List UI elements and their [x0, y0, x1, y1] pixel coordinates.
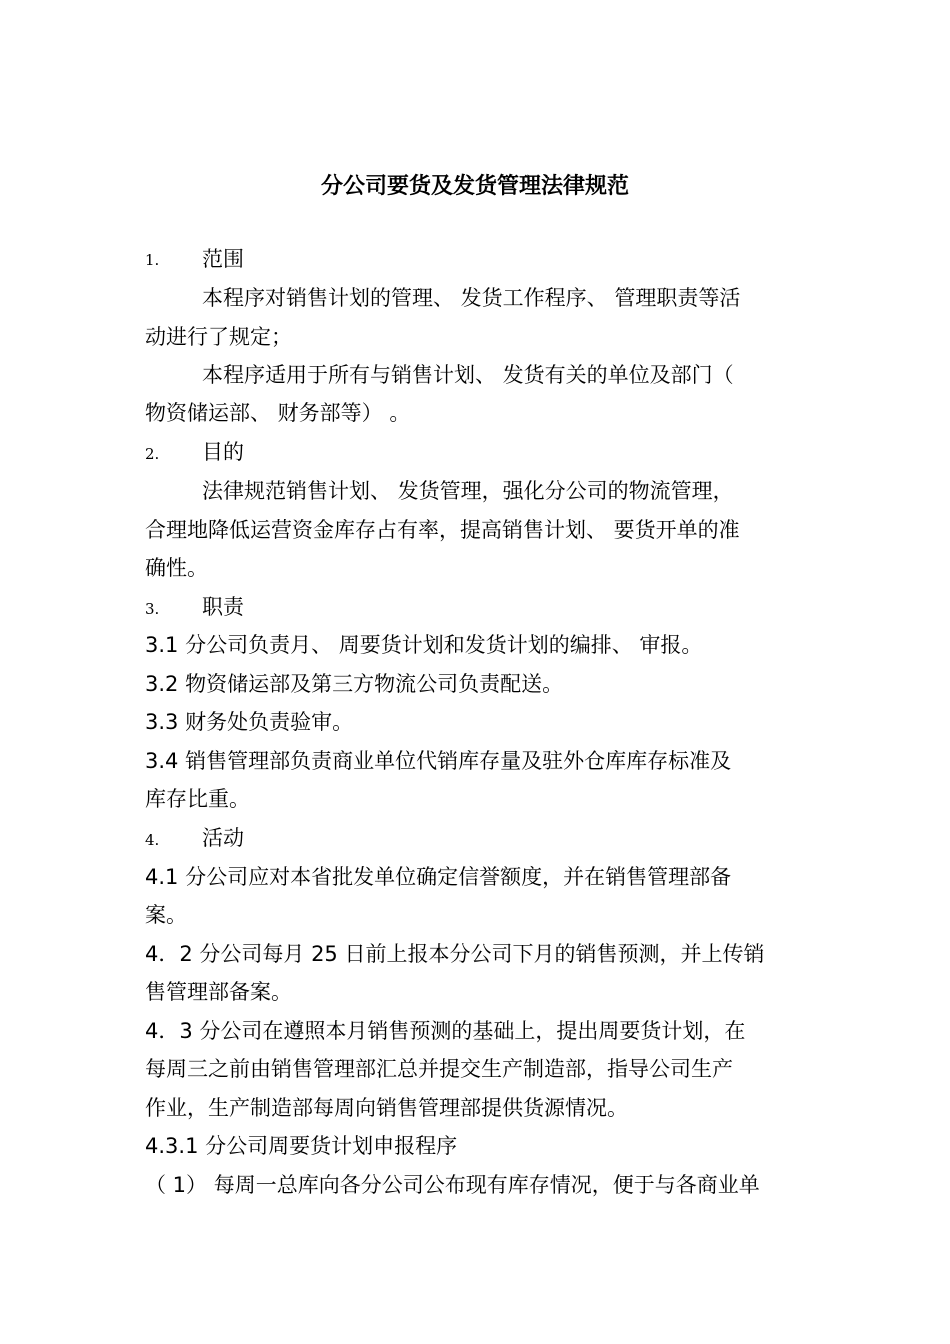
clause-4-2-cont: 售管理部备案。	[145, 980, 292, 1004]
clause-4-2: 4．2 分公司每月 25 日前上报本分公司下月的销售预测，并上传销	[145, 942, 765, 966]
paragraph-line: 确性。	[145, 556, 208, 580]
section-heading-scope: 范围	[202, 247, 244, 271]
section-number-3: 3.	[145, 600, 160, 618]
paragraph-line: 法律规范销售计划、 发货管理，强化分公司的物流管理，	[202, 479, 734, 503]
clause-3-4: 3.4 销售管理部负责商业单位代销库存量及驻外仓库库存标准及	[145, 749, 732, 773]
clause-4-3: 4．3 分公司在遵照本月销售预测的基础上，提出周要货计划，在	[145, 1019, 746, 1043]
paragraph-line: 合理地降低运营资金库存占有率，提高销售计划、 要货开单的准	[145, 518, 740, 542]
paragraph-line: 本程序适用于所有与销售计划、 发货有关的单位及部门（	[202, 363, 734, 387]
paragraph-line: 动进行了规定；	[145, 325, 292, 349]
section-heading-purpose: 目的	[202, 440, 244, 464]
section-number-1: 1.	[145, 251, 160, 269]
paragraph-line: 物资储运部、 财务部等） 。	[145, 401, 411, 425]
section-number-4: 4.	[145, 831, 160, 849]
paragraph-line: 本程序对销售计划的管理、 发货工作程序、 管理职责等活	[202, 286, 741, 310]
clause-3-1: 3.1 分公司负责月、 周要货计划和发货计划的编排、 审报。	[145, 633, 703, 657]
section-heading-activities: 活动	[202, 826, 244, 850]
clause-3-3: 3.3 财务处负责验审。	[145, 710, 354, 734]
clause-4-3-cont: 作业，生产制造部每周向销售管理部提供货源情况。	[145, 1096, 628, 1120]
section-number-2: 2.	[145, 445, 160, 463]
clause-4-3-1-item-1: （ 1） 每周一总库向各分公司公布现有库存情况，便于与各商业单	[145, 1173, 760, 1197]
clause-4-1-cont: 案。	[145, 903, 187, 927]
clause-4-1: 4.1 分公司应对本省批发单位确定信誉额度，并在销售管理部备	[145, 865, 732, 889]
section-heading-duties: 职责	[202, 595, 244, 619]
clause-4-3-cont: 每周三之前由销售管理部汇总并提交生产制造部，指导公司生产	[145, 1057, 733, 1081]
clause-4-3-1: 4.3.1 分公司周要货计划申报程序	[145, 1134, 458, 1158]
document-title: 分公司要货及发货管理法律规范	[320, 174, 629, 199]
clause-3-2: 3.2 物资储运部及第三方物流公司负责配送。	[145, 672, 564, 696]
clause-3-4-cont: 库存比重。	[145, 787, 250, 811]
